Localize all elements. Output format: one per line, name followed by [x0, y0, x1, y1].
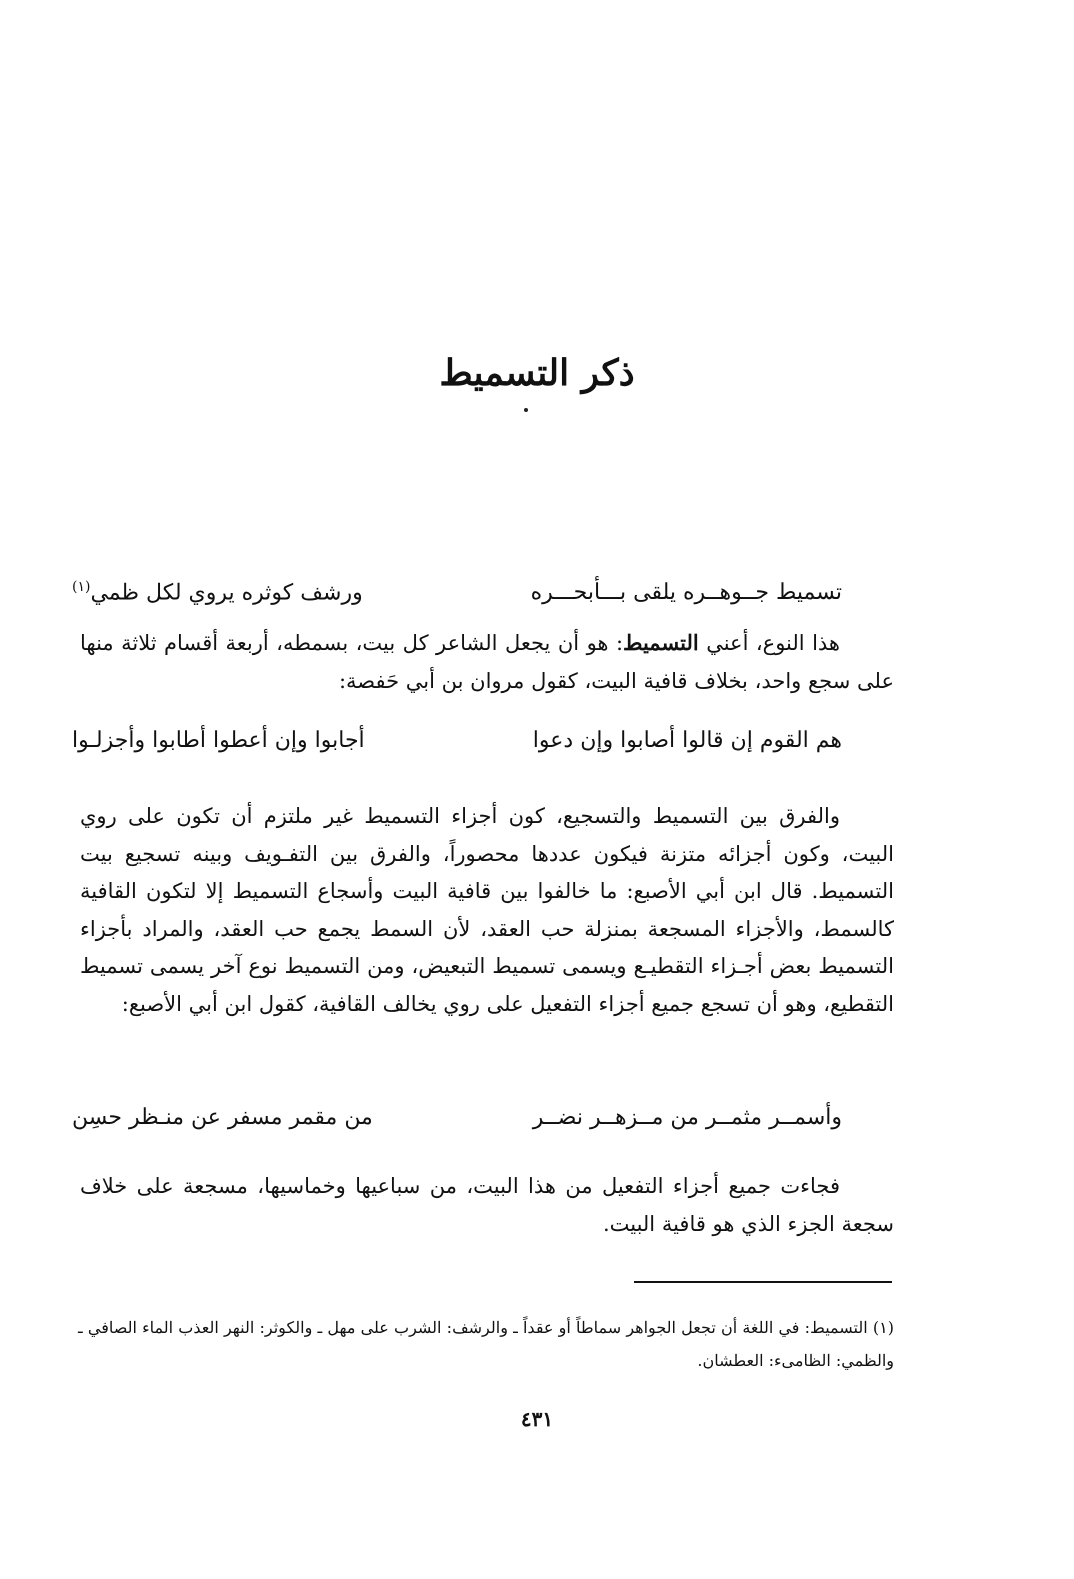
verse-3-second-hemistich: من مقمر مسفر عن منـظر حسِن: [72, 1104, 373, 1130]
title-ornament-dot: [524, 408, 528, 412]
verse-1-first-hemistich: تسميط جــوهــره يلقى بـــأبحـــره: [530, 579, 842, 605]
paragraph-definition-intro: هذا النوع، أعني: [706, 631, 840, 655]
paragraph-definition-term: التسميط: [623, 630, 699, 655]
paragraph-definition-rest: : هو أن يجعل الشاعر كل بيت، بسمطه، أربعة أقسام ثلاثة منها على سجع واحد، بخلاف قافية البيت، كقول مروان بن أبي حَفصة:: [80, 631, 894, 693]
verse-2-second-hemistich: أجابوا وإن أعطوا أطابوا وأجزلـوا: [72, 727, 365, 753]
paragraph-conclusion-text: فجاءت جميع أجزاء التفعيل من هذا البيت، من سباعيها وخماسيها، مسجعة على خلاف سجعة الجزء الذي هو قافية البيت.: [80, 1174, 894, 1236]
verse-2-first-hemistich: هم القوم إن قالوا أصابوا وإن دعوا: [532, 727, 842, 753]
paragraph-difference-text: والفرق بين التسميط والتسجيع، كون أجزاء التسميط غير ملتزم أن تكون على روي البيت، وكون أجزائه متزنة فيكون عددها محصوراً، والفرق بين التفـويف وبينه تسجيع بيت التسميط. قال ابن أبي الأصبع: ما خالفوا بين قافية البيت وأسجاع التسميط إلا لتكون القافية كالسمط، والأجزاء المسجعة بمنزلة حب العقد، لأن السمط يجمع حب العقد، والمراد بأجزاء التسميط بعض أجـزاء التقطيـع ويسمى تسميط التبعيض، ومن التسميط نوع آخر يسمى تسميط التقطيع، وهو أن تسجع جميع أجزاء التفعيل على روي يخالف القافية، كقول ابن أبي الأصبع:: [80, 804, 894, 1016]
verse-2: [72, 720, 842, 760]
page-number: ٤٣١: [520, 1407, 554, 1431]
paragraph-conclusion: [80, 1168, 894, 1243]
verse-1-second-hemistich: [72, 579, 363, 605]
paragraph-definition: [80, 624, 894, 700]
footnote: [78, 1311, 894, 1377]
verse-3-first-hemistich: وأسمــر مثمــر من مــزهــر نضــر: [532, 1104, 842, 1130]
footnote-text: التسميط: في اللغة أن تجعل الجواهر سماطاً أو عقداً ـ والرشف: الشرب على مهل ـ والكوثر: النهر العذب الماء الصافي ـ والظمي: الظامىء: العطشان.: [78, 1318, 894, 1370]
verse-1: [72, 572, 842, 612]
verse-3: [72, 1097, 842, 1137]
verse-1-second-hemistich-text: ورشف كوثره يروي لكل ظمي: [90, 580, 363, 606]
footnote-reference-marker: (١): [72, 578, 91, 595]
footnote-separator-rule: [634, 1281, 892, 1283]
paragraph-difference: [80, 798, 894, 1023]
chapter-title: ذكر التسميط: [439, 352, 635, 394]
footnote-marker: (١): [872, 1318, 894, 1337]
